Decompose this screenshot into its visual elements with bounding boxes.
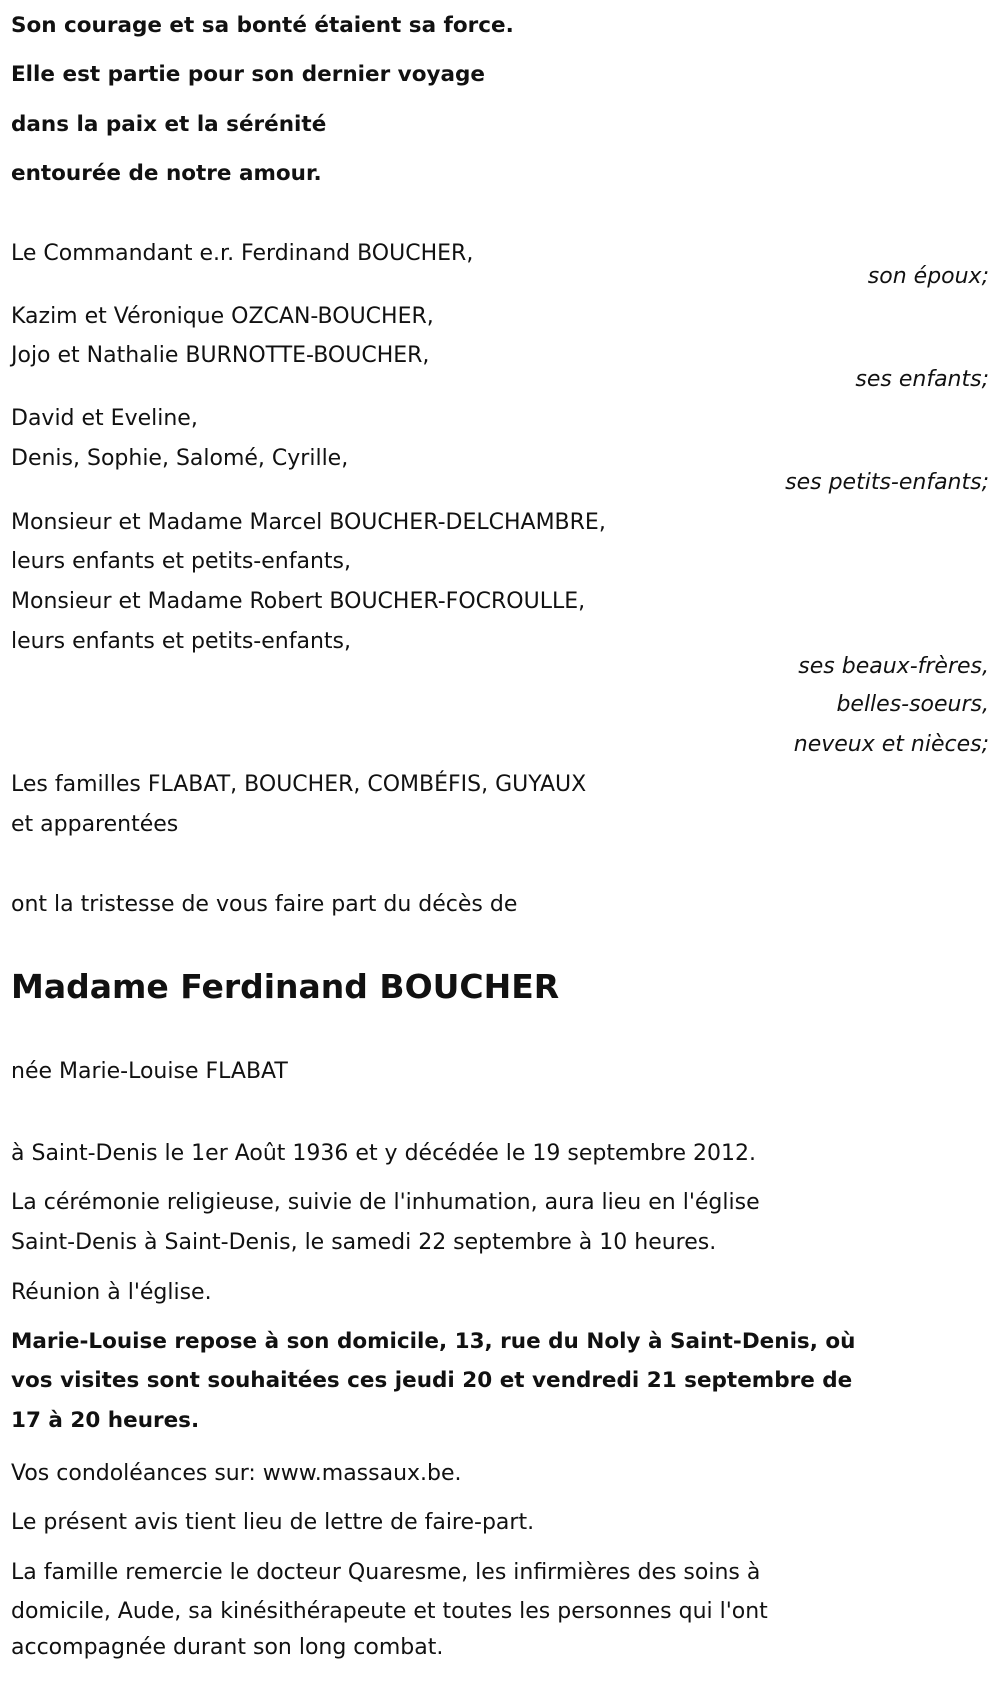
husband-role: son époux; bbox=[867, 264, 989, 289]
grandchild: David et Eveline, bbox=[11, 406, 198, 431]
thanks-line: accompagnée durant son long combat. bbox=[11, 1635, 444, 1660]
condolences: Vos condoléances sur: www.massaux.be. bbox=[11, 1461, 462, 1486]
epitaph-line: entourée de notre amour. bbox=[11, 161, 322, 186]
inlaw: Monsieur et Madame Robert BOUCHER-FOCROULLE, bbox=[11, 589, 586, 614]
visits-line: vos visites sont souhaitées ces jeudi 20 et vendredi 21 septembre de bbox=[11, 1368, 853, 1393]
husband: Le Commandant e.r. Ferdinand BOUCHER, bbox=[11, 241, 474, 266]
inlaw: leurs enfants et petits-enfants, bbox=[11, 549, 351, 574]
child: Jojo et Nathalie BURNOTTE-BOUCHER, bbox=[11, 343, 430, 368]
epitaph-line: Elle est partie pour son dernier voyage bbox=[11, 62, 485, 87]
inlaws-role: neveux et nièces; bbox=[793, 732, 989, 757]
inlaw: leurs enfants et petits-enfants, bbox=[11, 629, 351, 654]
announcement: ont la tristesse de vous faire part du décès de bbox=[11, 892, 518, 917]
ceremony-line: Saint-Denis à Saint-Denis, le samedi 22 septembre à 10 heures. bbox=[11, 1230, 717, 1255]
grandchild: Denis, Sophie, Salomé, Cyrille, bbox=[11, 446, 349, 471]
dates: à Saint-Denis le 1er Août 1936 et y décédée le 19 septembre 2012. bbox=[11, 1141, 756, 1166]
inlaw: Monsieur et Madame Marcel BOUCHER-DELCHAMBRE, bbox=[11, 510, 606, 535]
grandchildren-role: ses petits-enfants; bbox=[785, 470, 989, 495]
families: Les familles FLABAT, BOUCHER, COMBÉFIS, GUYAUX bbox=[11, 772, 587, 797]
epitaph-line: dans la paix et la sérénité bbox=[11, 112, 327, 137]
epitaph-line: Son courage et sa bonté étaient sa force. bbox=[11, 13, 514, 38]
child: Kazim et Véronique OZCAN-BOUCHER, bbox=[11, 304, 434, 329]
maiden-name: née Marie-Louise FLABAT bbox=[11, 1059, 288, 1084]
children-role: ses enfants; bbox=[855, 367, 989, 392]
thanks-line: La famille remercie le docteur Quaresme, les infirmières des soins à bbox=[11, 1560, 761, 1585]
visits-line: 17 à 20 heures. bbox=[11, 1408, 200, 1433]
thanks-line: domicile, Aude, sa kinésithérapeute et toutes les personnes qui l'ont bbox=[11, 1599, 768, 1624]
notice: Le présent avis tient lieu de lettre de faire-part. bbox=[11, 1510, 535, 1535]
meeting: Réunion à l'église. bbox=[11, 1280, 212, 1305]
inlaws-role: ses beaux-frères, bbox=[798, 654, 989, 679]
inlaws-role: belles-soeurs, bbox=[836, 692, 989, 717]
ceremony-line: La cérémonie religieuse, suivie de l'inhumation, aura lieu en l'église bbox=[11, 1190, 760, 1215]
families: et apparentées bbox=[11, 812, 179, 837]
deceased-name: Madame Ferdinand BOUCHER bbox=[11, 967, 560, 1006]
visits-line: Marie-Louise repose à son domicile, 13, rue du Noly à Saint-Denis, où bbox=[11, 1329, 856, 1354]
